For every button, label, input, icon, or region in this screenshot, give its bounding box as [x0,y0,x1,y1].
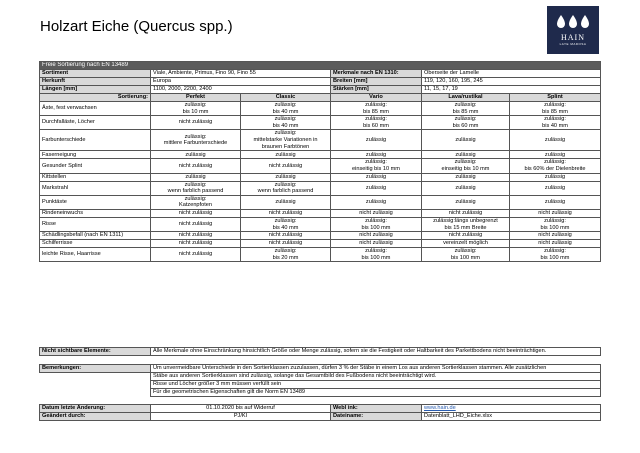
cell-line: nicht zulässig [178,232,213,239]
cell-line: vereinzelt möglich [443,240,488,247]
sortiment-label: Sortiment [40,70,151,78]
cell-line: nicht zulässig [178,119,213,126]
cell-line: bis 85 mm [363,108,389,115]
header-bar: Freie Sortierung nach EN 13489 [40,62,601,70]
cell-line: zulässig [365,137,387,144]
cell-line: zulässig [544,199,566,206]
table-cell [331,195,422,209]
table-cell [422,159,510,173]
cell-line: zulässig [455,173,476,180]
cell-line: nicht zulässig [178,210,213,217]
table-cell [241,209,331,217]
cell-line: nicht zulässig [538,210,572,217]
cell-line: zulässig [544,173,566,180]
cell-line: zulässig: [184,133,207,140]
cell-line: braunen Farbtönen [261,143,310,150]
cell-line: zulässig [185,173,206,180]
table-cell [422,209,510,217]
table-cell [331,232,422,240]
table-cell [241,232,331,240]
cell-line: nicht zulässig [359,240,393,247]
table-cell [241,151,331,159]
laengen-label: Längen [mm] [40,86,151,94]
merkmale-label: Merkmale nach EN 1310: [331,70,422,78]
table-cell [422,248,510,262]
cell-line: nicht zulässig [448,232,483,239]
cell-line: wenn farblich passend [167,188,224,195]
row-label: Schilferrisse [40,240,151,248]
table-cell [151,151,241,159]
cell-line: zulässig [455,199,476,206]
cell-line: zulässig [365,173,387,180]
table-cell [422,195,510,209]
table-cell [151,102,241,116]
cell-line: zulässig: [365,116,387,123]
table-row [40,173,601,181]
table-row [40,232,601,240]
cell-line: zulässig: [544,102,566,108]
row-label: Farbunterschiede [40,130,151,151]
table-row [40,130,601,151]
table-cell [151,181,241,195]
table-cell [422,217,510,231]
hain-logo [547,6,599,54]
cell-line: zulässig: [365,248,387,255]
cell-line: zulässig: [365,102,387,108]
cell-line: wenn farblich passend [257,188,314,195]
table-cell [422,240,510,248]
table-cell [151,248,241,262]
table-cell [331,240,422,248]
cell-line: bis 40 mm [272,224,299,231]
cell-line: zulässig: [454,248,477,255]
cell-line: zulässig [275,151,296,158]
cell-line: Katzenpfoten [179,202,212,209]
cell-line: zulässig: [365,159,387,166]
row-label: Kittstellen [40,173,151,181]
cell-line: zulässig: [184,195,207,202]
table-cell [241,240,331,248]
table-cell [151,209,241,217]
cell-line: zulässig: [274,181,297,188]
cell-line: bis 85 mm [542,108,568,115]
table-cell [241,102,331,116]
table-cell [151,159,241,173]
cell-line: zulässig: [544,217,566,224]
column-header: Splint [510,94,601,102]
remarks-table [39,364,601,397]
cell-line: mittelstarke Variationen in [253,137,318,144]
cell-line: bis 100 mm [540,224,570,231]
table-cell [510,209,601,217]
cell-line: nicht zulässig [178,162,213,169]
table-cell [510,102,601,116]
row-label: leichte Risse, Haarrisse [40,248,151,262]
column-header: Perfekt [151,94,241,102]
table-cell [422,151,510,159]
datum-value: 01.10.2020 bis auf Widerruf [151,405,331,413]
table-cell [510,116,601,130]
table-cell [151,232,241,240]
table-cell [151,217,241,231]
cell-line: bis 100 mm [361,254,391,261]
logo-subtitle: LAYE MADOSA [559,42,587,46]
table-row [40,248,601,262]
cell-line: zulässig: [544,248,566,255]
table-cell [331,173,422,181]
geaendert-value: PJ/KI [151,413,331,421]
breiten-value: 119, 120, 160, 195, 245 [422,78,601,86]
table-cell [241,248,331,262]
cell-line: bis 60 mm [363,122,389,129]
bemerkungen-label: Bemerkungen: [40,365,151,373]
table-cell [241,159,331,173]
cell-line: zulässig [455,184,476,191]
cell-line: zulässig: [454,159,477,166]
row-label: Schädlingsbefall (nach EN 1311) [40,232,151,240]
table-row [40,151,601,159]
cell-line: nicht zulässig [268,240,303,247]
breiten-label: Breiten [mm] [331,78,422,86]
row-label: Gesunder Splint [40,159,151,173]
geaendert-label: Geändert durch: [40,413,151,421]
cell-line: bis 40 mm [272,122,299,129]
datei-label: Dateiname: [331,413,422,421]
table-row [40,181,601,195]
cell-line: zulässig [365,151,387,158]
cell-line: zulässig [275,173,296,180]
cell-line: zulässig: [544,159,566,166]
cell-line: zulässig [365,199,387,206]
row-label: Markstrahl [40,181,151,195]
table-cell [510,151,601,159]
cell-line: zulässig: [274,116,297,123]
table-cell [151,173,241,181]
cell-line: zulässig [455,137,476,144]
row-label: Faserneigung [40,151,151,159]
cell-line: bis 100 mm [361,224,391,231]
table-cell [151,116,241,130]
herkunft-label: Herkunft [40,78,151,86]
cell-line: nicht zulässig [268,210,303,217]
table-cell [331,159,422,173]
cell-line: zulässig [544,184,566,191]
three-drops-logo-icon [556,14,590,30]
cell-line: zulässig: [274,248,297,255]
cell-line: zulässig [365,184,387,191]
table-row [40,240,601,248]
table-cell [241,130,331,151]
table-cell [241,116,331,130]
cell-line: bis 85 mm [452,108,479,115]
table-cell [331,130,422,151]
table-cell [331,209,422,217]
table-cell [510,159,601,173]
table-cell [331,151,422,159]
table-row [40,102,601,116]
cell-line: bis 10 mm [182,108,209,115]
merkmale-value: Oberseite der Lamelle [422,70,601,78]
laengen-value: 1100, 2000, 2200, 2400 [151,86,331,94]
cell-line: zulässig [544,151,566,158]
table-cell [241,181,331,195]
table-row [40,116,601,130]
cell-line: einseitig bis 10 mm [441,165,490,172]
table-cell [422,102,510,116]
cell-line: mittlere Farbunterschiede [163,140,228,147]
table-cell [422,130,510,151]
table-cell [422,116,510,130]
cell-line: zulässig: [454,102,477,108]
cell-line: einseitig bis 10 mm [352,165,400,172]
cell-line: nicht zulässig [538,232,572,239]
cell-line: zulässig [275,199,296,206]
table-cell [241,173,331,181]
row-label: Äste, fest verwachsen [40,102,151,116]
table-cell [510,217,601,231]
staerken-value: 11, 15, 17, 19 [422,86,601,94]
cell-line: zulässig: [184,102,207,108]
table-cell [510,195,601,209]
table-cell [510,130,601,151]
staerken-label: Stärken [mm] [331,86,422,94]
table-row [40,217,601,231]
cell-line: bis 20 mm [272,254,299,261]
column-header: Vario [331,94,422,102]
footer-table [39,404,601,421]
web-link[interactable]: www.hain.de [422,405,601,413]
cell-line: zulässig [544,137,566,144]
cell-line: zulässig: [274,130,297,137]
table-cell [510,181,601,195]
bemerkungen-line: Risse und Löcher größer 3 mm müssen verfüllt sein [151,381,601,389]
cell-line: zulässig: [184,181,207,188]
web-label: Webl ink: [331,405,422,413]
cell-line: nicht zulässig [538,240,572,247]
table-cell [331,248,422,262]
logo-brand: HAIN [561,33,585,42]
cell-line: zulässig: [544,116,566,123]
cell-line: nicht zulässig [268,162,303,169]
sortiment-value: Viale, Ambiente, Primus, Fino 90, Fino 55 [151,70,331,78]
table-cell [331,102,422,116]
table-cell [331,217,422,231]
cell-line: bis 60 mm [452,122,479,129]
row-label: Durchfalläste, Löcher [40,116,151,130]
cell-line: zulässig: [274,217,297,224]
table-cell [422,173,510,181]
cell-line: bis 40 mm [542,122,568,129]
cell-line: zulässig: [365,217,387,224]
row-label: Punktäste [40,195,151,209]
cell-line: zulässig [185,151,206,158]
table-row [40,159,601,173]
table-cell [510,248,601,262]
cell-line: bis 100 mm [451,254,480,261]
table-cell [241,195,331,209]
cell-line: zulässig:längs unbegrenzt [433,217,498,224]
nicht-sichtbar-text: Alle Merkmale ohne Einschränkung hinsichtlich Größe oder Menge zulässig, sofern sie die Festigkeit oder Haltbarkeit des Parkettbodens nicht beeinträchtigen. [151,348,601,356]
table-cell [331,181,422,195]
cell-line: nicht zulässig [448,210,483,217]
datei-value: Datenblatt_LHD_Eiche.xlsx [422,413,601,421]
table-cell [331,116,422,130]
cell-line: nicht zulässig [359,232,393,239]
cell-line: bis 100 mm [540,254,570,261]
datum-label: Datum letzte Änderung: [40,405,151,413]
cell-line: nicht zulässig [359,210,393,217]
herkunft-value: Europa [151,78,331,86]
table-cell [151,195,241,209]
table-cell [241,217,331,231]
nicht-sichtbar-label: Nicht sichtbare Elemente: [40,348,151,356]
cell-line: nicht zulässig [178,251,213,258]
notes-table [39,347,601,356]
cell-line: bis 40 mm [272,108,299,115]
column-header: Classic [241,94,331,102]
bemerkungen-line: Stäbe aus anderen Sortierklassen sind zulässig, solange das Gesamtbild des Fußbodens nicht beeinträchtigt wird. [151,373,601,381]
table-cell [510,232,601,240]
cell-line: zulässig: [454,116,477,123]
table-cell [151,130,241,151]
column-header: Sortierung: [40,94,151,102]
row-label: Risse [40,217,151,231]
bemerkungen-line: Für die geometrischen Eigenschaften gilt die Norm EN 13489 [151,389,601,397]
cell-line: bis 60% der Dielenbreite [524,165,586,172]
row-label: Rindeneinwuchs [40,209,151,217]
table-row [40,209,601,217]
cell-line: nicht zulässig [178,221,213,228]
table-cell [151,240,241,248]
table-cell [422,232,510,240]
sorting-table [39,61,601,262]
page-title: Holzart Eiche (Quercus spp.) [40,18,233,35]
cell-line: nicht zulässig [268,232,303,239]
bemerkungen-line: Um unvermeidbare Unterschiede in den Sortierklassen zuzulassen, dürfen 3 % der Stäbe in einem Los aus anderen Sortierklassen stammen. Alle zusätzlichen [151,365,601,373]
cell-line: zulässig [455,151,476,158]
table-cell [510,240,601,248]
cell-line: nicht zulässig [178,240,213,247]
table-cell [510,173,601,181]
cell-line: zulässig: [274,102,297,108]
table-row [40,195,601,209]
column-header: Lava/rustikal [422,94,510,102]
cell-line: bis 15 mm Breite [444,224,487,231]
table-cell [422,181,510,195]
